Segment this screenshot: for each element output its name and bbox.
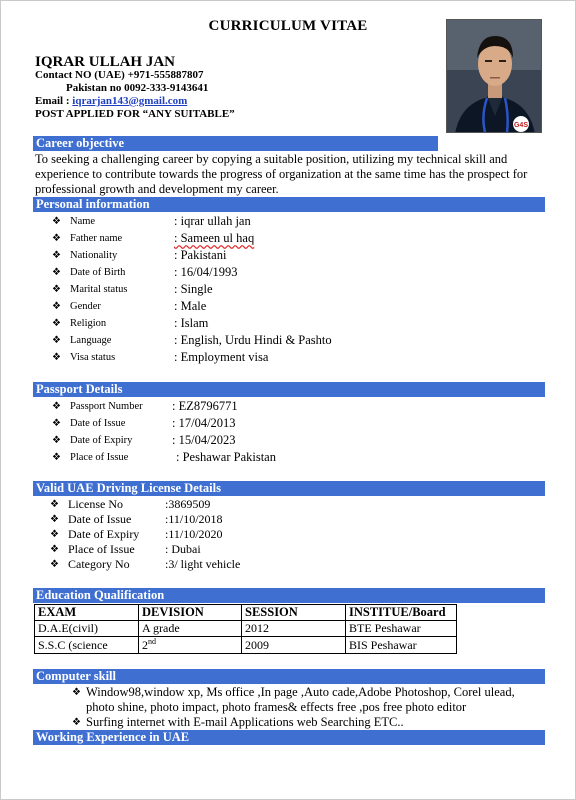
contact-uae: Contact NO (UAE) +971-555887807 [35, 69, 204, 81]
division-value: 2 [142, 638, 148, 652]
document-title: CURRICULUM VITAE [208, 18, 368, 34]
table-cell: S.S.C (science [35, 637, 139, 654]
table-cell [139, 637, 242, 654]
field-value: : 15/04/2023 [172, 433, 236, 447]
bullet-icon: ❖ [72, 687, 81, 698]
field-value: : Male [174, 299, 207, 313]
list-item [72, 715, 542, 730]
field-label: Date of Expiry [70, 435, 133, 446]
field-label: Father name [70, 233, 123, 244]
field-value: :11/10/2018 [165, 512, 223, 526]
field-label: Marital status [70, 284, 128, 295]
bullet-icon: ❖ [52, 267, 61, 278]
column-header: DEVISION [139, 605, 242, 621]
table-cell: BTE Peshawar [346, 621, 457, 637]
field-label: Place of Issue [68, 542, 135, 556]
bullet-icon: ❖ [52, 284, 61, 295]
table-row [35, 637, 457, 654]
list-item [72, 685, 542, 715]
profile-photo [446, 19, 542, 133]
table-cell: D.A.E(civil) [35, 621, 139, 637]
field-label: Date of Issue [68, 512, 132, 526]
bullet-icon: ❖ [52, 301, 61, 312]
field-value: : Peshawar Pakistan [176, 450, 276, 464]
bullet-icon: ❖ [50, 529, 59, 540]
computer-skill-list [72, 685, 542, 730]
bullet-icon: ❖ [52, 250, 61, 261]
personal-information-heading: Personal information [33, 197, 545, 212]
career-objective-heading: Career objective [33, 136, 438, 151]
field-value: : iqrar ullah jan [174, 214, 251, 228]
education-table [34, 604, 457, 654]
field-value: :3869509 [165, 497, 211, 511]
field-value: : Islam [174, 316, 209, 330]
email-line [35, 95, 187, 107]
skill-text: Window98,window xp, Ms office ,In page ,Auto cade,Adobe Photoshop, Corel ulead, photo shine, photo impact, photo frames& effects free ,pos free photo editor [86, 685, 515, 714]
field-value: :11/10/2020 [165, 527, 223, 541]
career-objective-text: To seeking a challenging career by copying a suitable position, utilizing my technical skill and experience to contribute towards the progress of organization at the same time has the prospect for professional growth and development my career. [35, 152, 528, 196]
bullet-icon: ❖ [50, 514, 59, 525]
table-cell: 2012 [242, 621, 346, 637]
email-label: Email : [35, 95, 73, 107]
field-label: Category No [68, 557, 130, 571]
computer-skill-heading: Computer skill [33, 669, 545, 684]
field-label: Name [70, 216, 96, 227]
field-label: Date of Expiry [68, 527, 140, 541]
field-value: : EZ8796771 [172, 399, 238, 413]
field-label: License No [68, 497, 123, 511]
table-row [35, 621, 457, 637]
column-header: SESSION [242, 605, 346, 621]
table-header-row [35, 605, 457, 621]
bullet-icon: ❖ [72, 717, 81, 728]
field-value: : Dubai [165, 542, 201, 556]
field-label: Language [70, 335, 112, 346]
field-value: : 16/04/1993 [174, 265, 238, 279]
post-applied: POST APPLIED FOR “ANY SUITABLE” [35, 108, 235, 120]
email-link[interactable]: iqrarjan143@gmail.com [72, 95, 188, 107]
field-value: : Single [174, 282, 213, 296]
bullet-icon: ❖ [52, 452, 61, 463]
field-label: Religion [70, 318, 107, 329]
candidate-name: IQRAR ULLAH JAN [35, 54, 176, 70]
field-label: Visa status [70, 352, 116, 363]
bullet-icon: ❖ [50, 499, 59, 510]
column-header: EXAM [35, 605, 139, 621]
table-cell: A grade [139, 621, 242, 637]
education-heading: Education Qualification [33, 588, 545, 603]
bullet-icon: ❖ [52, 418, 61, 429]
profile-photo-graphic [447, 20, 542, 133]
driving-license-heading: Valid UAE Driving License Details [33, 481, 545, 496]
field-label: Place of Issue [70, 452, 129, 463]
column-header: INSTITUE/Board [346, 605, 457, 621]
field-label: Nationality [70, 250, 118, 261]
field-value: : Pakistani [174, 248, 227, 262]
bullet-icon: ❖ [52, 233, 61, 244]
bullet-icon: ❖ [52, 352, 61, 363]
passport-details-heading: Passport Details [33, 382, 545, 397]
field-value: :3/ light vehicle [165, 557, 241, 571]
field-value: : Sameen ul haq [174, 231, 255, 245]
field-label: Passport Number [70, 401, 143, 412]
bullet-icon: ❖ [50, 559, 59, 570]
table-cell: BIS Peshawar [346, 637, 457, 654]
bullet-icon: ❖ [52, 401, 61, 412]
photo-badge-text: G4S [513, 122, 529, 129]
field-value: : Employment visa [174, 350, 269, 364]
table-cell: 2009 [242, 637, 346, 654]
bullet-icon: ❖ [52, 435, 61, 446]
field-value: : English, Urdu Hindi & Pashto [174, 333, 332, 347]
bullet-icon: ❖ [52, 216, 61, 227]
working-experience-heading: Working Experience in UAE [33, 730, 545, 745]
ordinal-suffix: nd [148, 637, 156, 646]
bullet-icon: ❖ [52, 318, 61, 329]
field-label: Date of Birth [70, 267, 126, 278]
field-label: Gender [70, 301, 101, 312]
contact-pakistan: Pakistan no 0092-333-9143641 [66, 82, 209, 94]
field-label: Date of Issue [70, 418, 126, 429]
bullet-icon: ❖ [50, 544, 59, 555]
bullet-icon: ❖ [52, 335, 61, 346]
field-value: : 17/04/2013 [172, 416, 236, 430]
skill-text: Surfing internet with E-mail Applications web Searching ETC.. [86, 715, 404, 729]
